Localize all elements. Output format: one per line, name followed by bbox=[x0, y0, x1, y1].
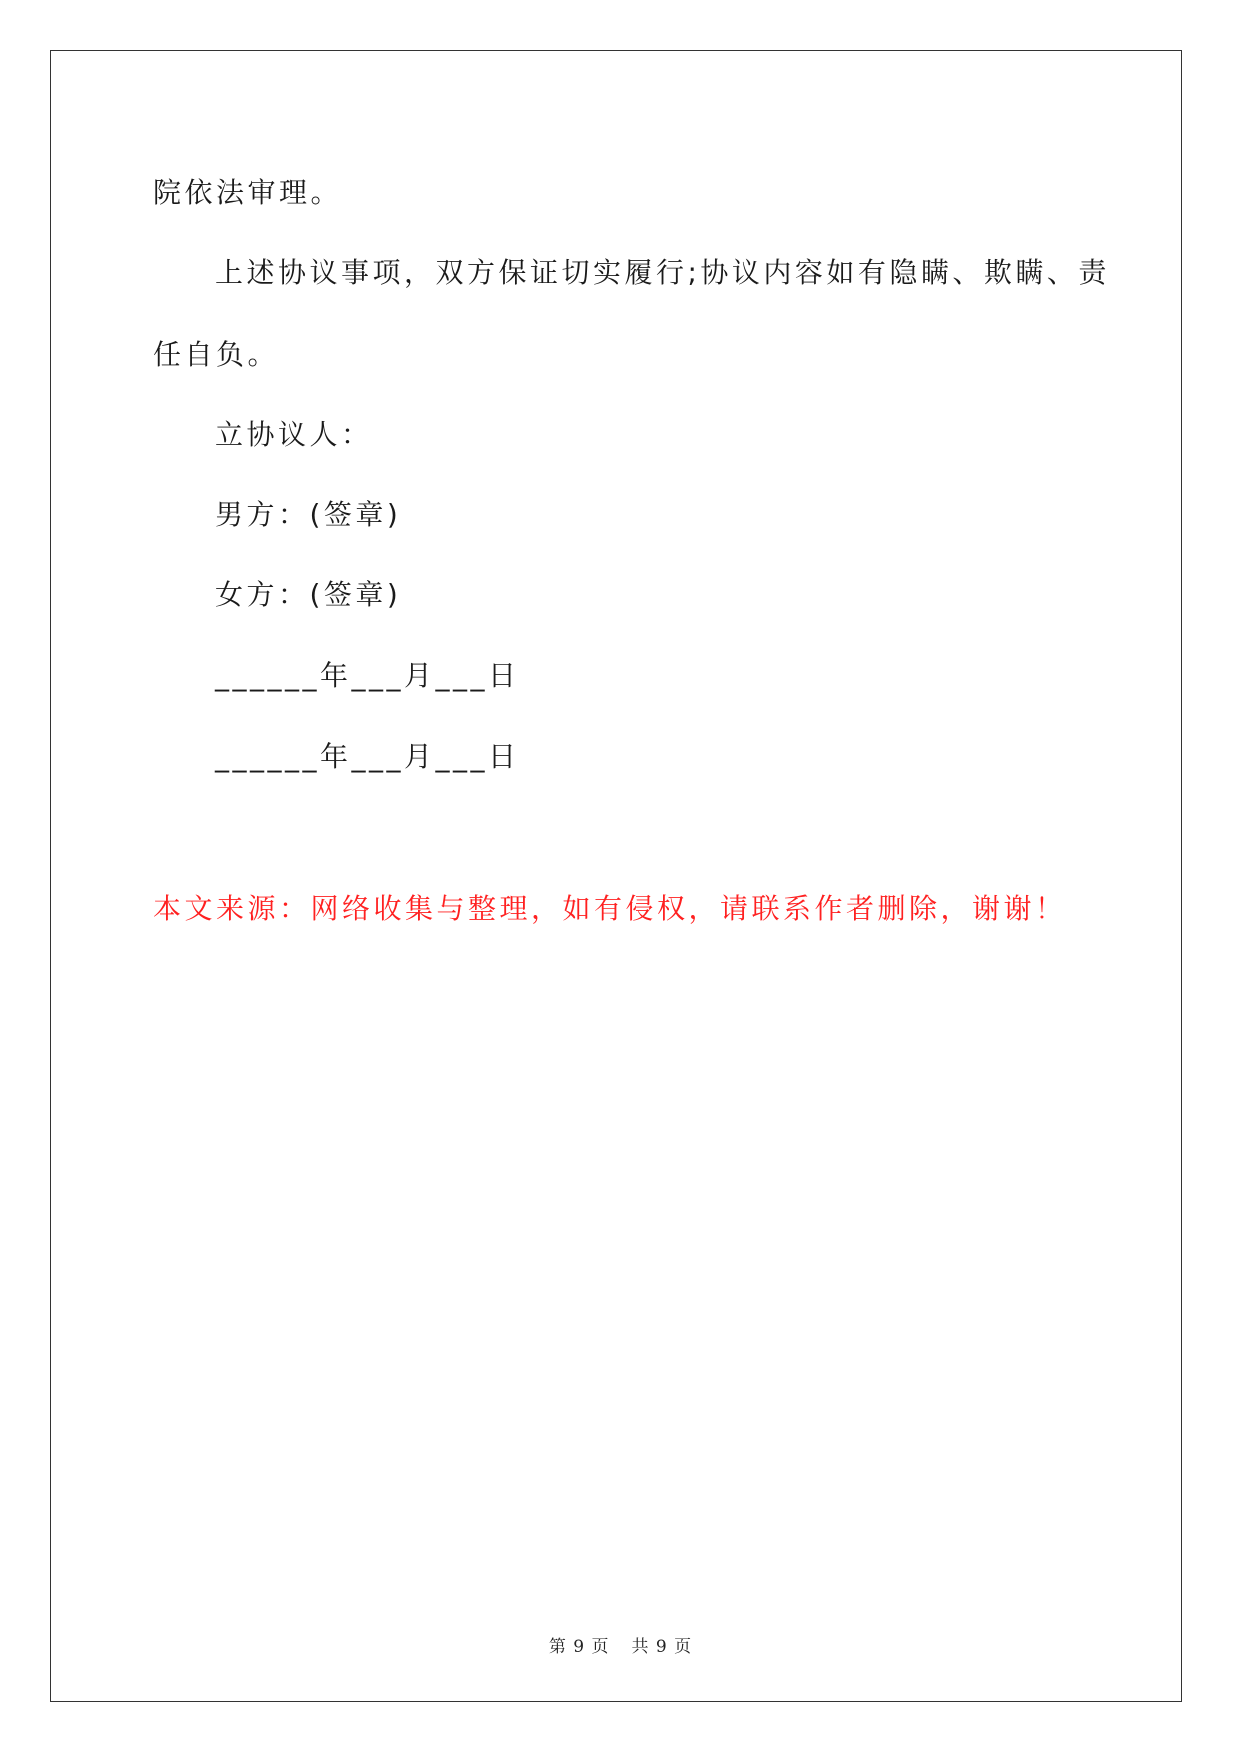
paragraph-line: 上述协议事项，双方保证切实履行;协议内容如有隐瞒、欺瞒、责 bbox=[215, 256, 1110, 289]
male-party-signature: 男方：(签章) bbox=[215, 498, 402, 531]
source-notice: 本文来源：网络收集与整理，如有侵权，请联系作者删除，谢谢！ bbox=[153, 892, 1067, 925]
page-number: 第 9 页 bbox=[548, 1637, 610, 1657]
paragraph-line: 院依法审理。 bbox=[153, 176, 343, 209]
paragraph-line: 任自负。 bbox=[153, 338, 280, 371]
page-border bbox=[50, 50, 1182, 1702]
date-line: ______年___月___日 bbox=[215, 659, 520, 692]
signatory-heading: 立协议人： bbox=[215, 418, 373, 451]
page-footer bbox=[0, 1632, 1241, 1657]
female-party-signature: 女方：(签章) bbox=[215, 578, 402, 611]
page-total: 共 9 页 bbox=[631, 1637, 693, 1657]
date-line: ______年___月___日 bbox=[215, 740, 520, 773]
